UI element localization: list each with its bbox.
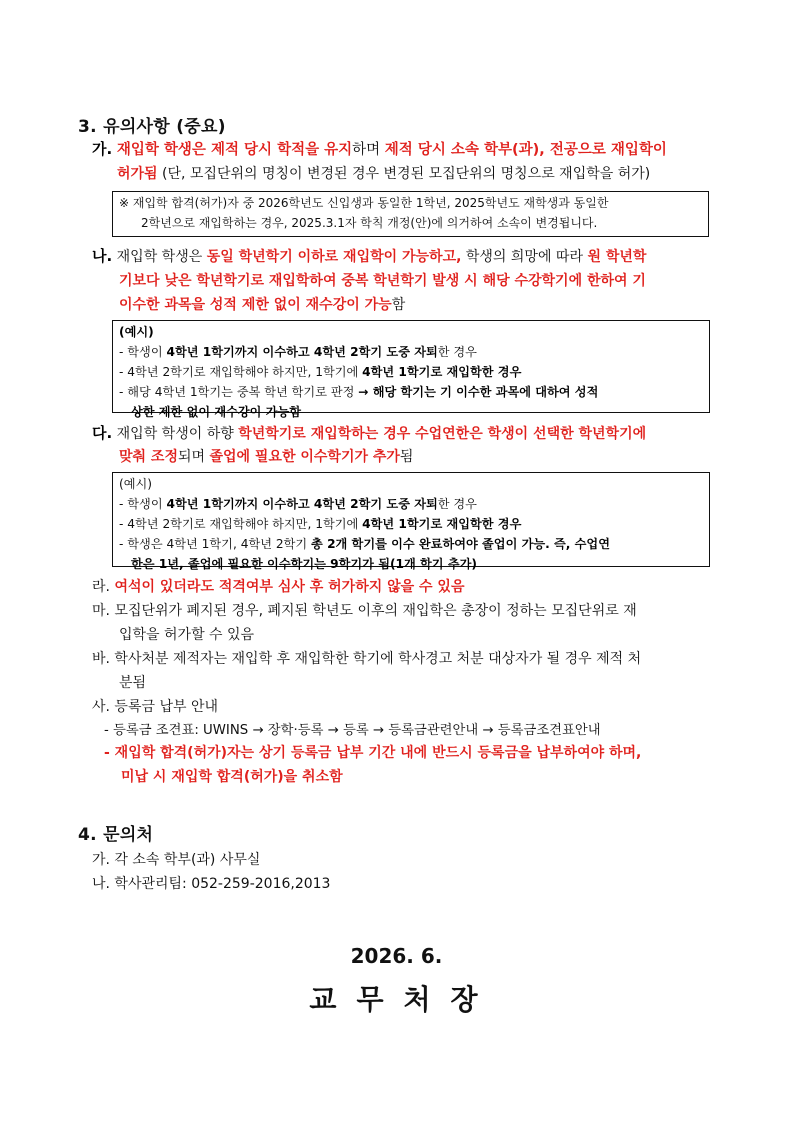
item-ga-label: 가. — [92, 140, 113, 158]
item-ra: 라. 여석이 있더라도 적격여부 심사 후 허가하지 않을 수 있음 — [92, 579, 465, 595]
issuing-office: 교무처장 — [309, 983, 498, 1016]
item-na-label: 나. — [92, 247, 113, 265]
example-box-da: (예시) - 학생이 4학년 1학기까지 이수하고 4학년 2학기 도중 자퇴한 경우 - 4학년 2학기로 재입학해야 하지만, 1학기에 4학년 1학기로 재입학한 경우 - 학생은 4학년 1학기, 4학년 2학기 총 2개 학기를 이수 완료하여야 졸업이 가능. 즉, 수업연 한은 1년, 졸업에 필요한 이수학기는 9학기가 됨(1개 학기 추가) — [112, 472, 710, 567]
item-sa-line2: - 등록금 조견표: UWINS → 장학·등록 → 등록 → 등록금관련안내 → 등록금조견표안내 — [104, 723, 601, 738]
contact-item-1: 가. 각 소속 학부(과) 사무실 — [92, 852, 261, 868]
item-ba-line2: 분됨 — [119, 675, 147, 691]
item-ga-line1: 가. 재입학 학생은 제적 당시 학적을 유지하며 제적 당시 소속 학부(과), 전공으로 재입학이 — [92, 140, 667, 158]
item-sa-line3: - 재입학 합격(허가)자는 상기 등록금 납부 기간 내에 반드시 등록금을 납부하여야 하며, — [104, 745, 642, 761]
item-ma-line2: 입학을 허가할 수 있음 — [119, 627, 255, 643]
section-4-title: 4. 문의처 — [78, 825, 154, 845]
item-na-line3: 이수한 과목을 성적 제한 없이 재수강이 가능함 — [119, 297, 406, 313]
example-box-na: (예시) - 학생이 4학년 1학기까지 이수하고 4학년 2학기 도중 자퇴한 경우 - 4학년 2학기로 재입학해야 하지만, 1학기에 4학년 1학기로 재입학한 경우 - 해당 4학년 1학기는 중복 학년 학기로 판정 → 해당 학기는 기 이수한 과목에 대하여 성적 상한 제한 없이 재수강이 가능함 — [112, 320, 710, 413]
issue-date: 2026. 6. — [350, 944, 443, 968]
item-sa-line4: 미납 시 재입학 합격(허가)을 취소함 — [121, 769, 343, 785]
note-box: ※ 재입학 합격(허가)자 중 2026학년도 신입생과 동일한 1학년, 2025학년도 재학생과 동일한 2학년으로 재입학하는 경우, 2025.3.1자 학칙 개정(안)에 의거하여 소속이 변경됩니다. — [112, 191, 709, 237]
item-na-line1: 나. 재입학 학생은 동일 학년학기 이하로 재입학이 가능하고, 학생의 희망에 따라 원 학년학 — [92, 247, 647, 265]
item-ma-line1: 마. 모집단위가 폐지된 경우, 폐지된 학년도 이후의 재입학은 총장이 정하는 모집단위로 재 — [92, 603, 637, 619]
section-3-title: 3. 유의사항 (중요) — [78, 117, 226, 137]
item-ba-line1: 바. 학사처분 제적자는 재입학 후 재입학한 학기에 학사경고 처분 대상자가 될 경우 제적 처 — [92, 651, 642, 667]
item-na-line2: 기보다 낮은 학년학기로 재입학하여 중복 학년학기 발생 시 해당 수강학기에 한하여 기 — [119, 273, 646, 289]
item-da-line1: 다. 재입학 학생이 하향 학년학기로 재입학하는 경우 수업연한은 학생이 선택한 학년학기에 — [92, 424, 647, 442]
item-sa-line1: 사. 등록금 납부 안내 — [92, 699, 218, 715]
item-da-label: 다. — [92, 424, 113, 442]
contact-item-2: 나. 학사관리팀: 052-259-2016,2013 — [92, 876, 331, 892]
item-ga-line2: 허가됨 (단, 모집단위의 명칭이 변경된 경우 변경된 모집단위의 명칭으로 재입학을 허가) — [117, 166, 651, 182]
item-da-line2: 맞춰 조정되며 졸업에 필요한 이수학기가 추가됨 — [119, 449, 414, 465]
